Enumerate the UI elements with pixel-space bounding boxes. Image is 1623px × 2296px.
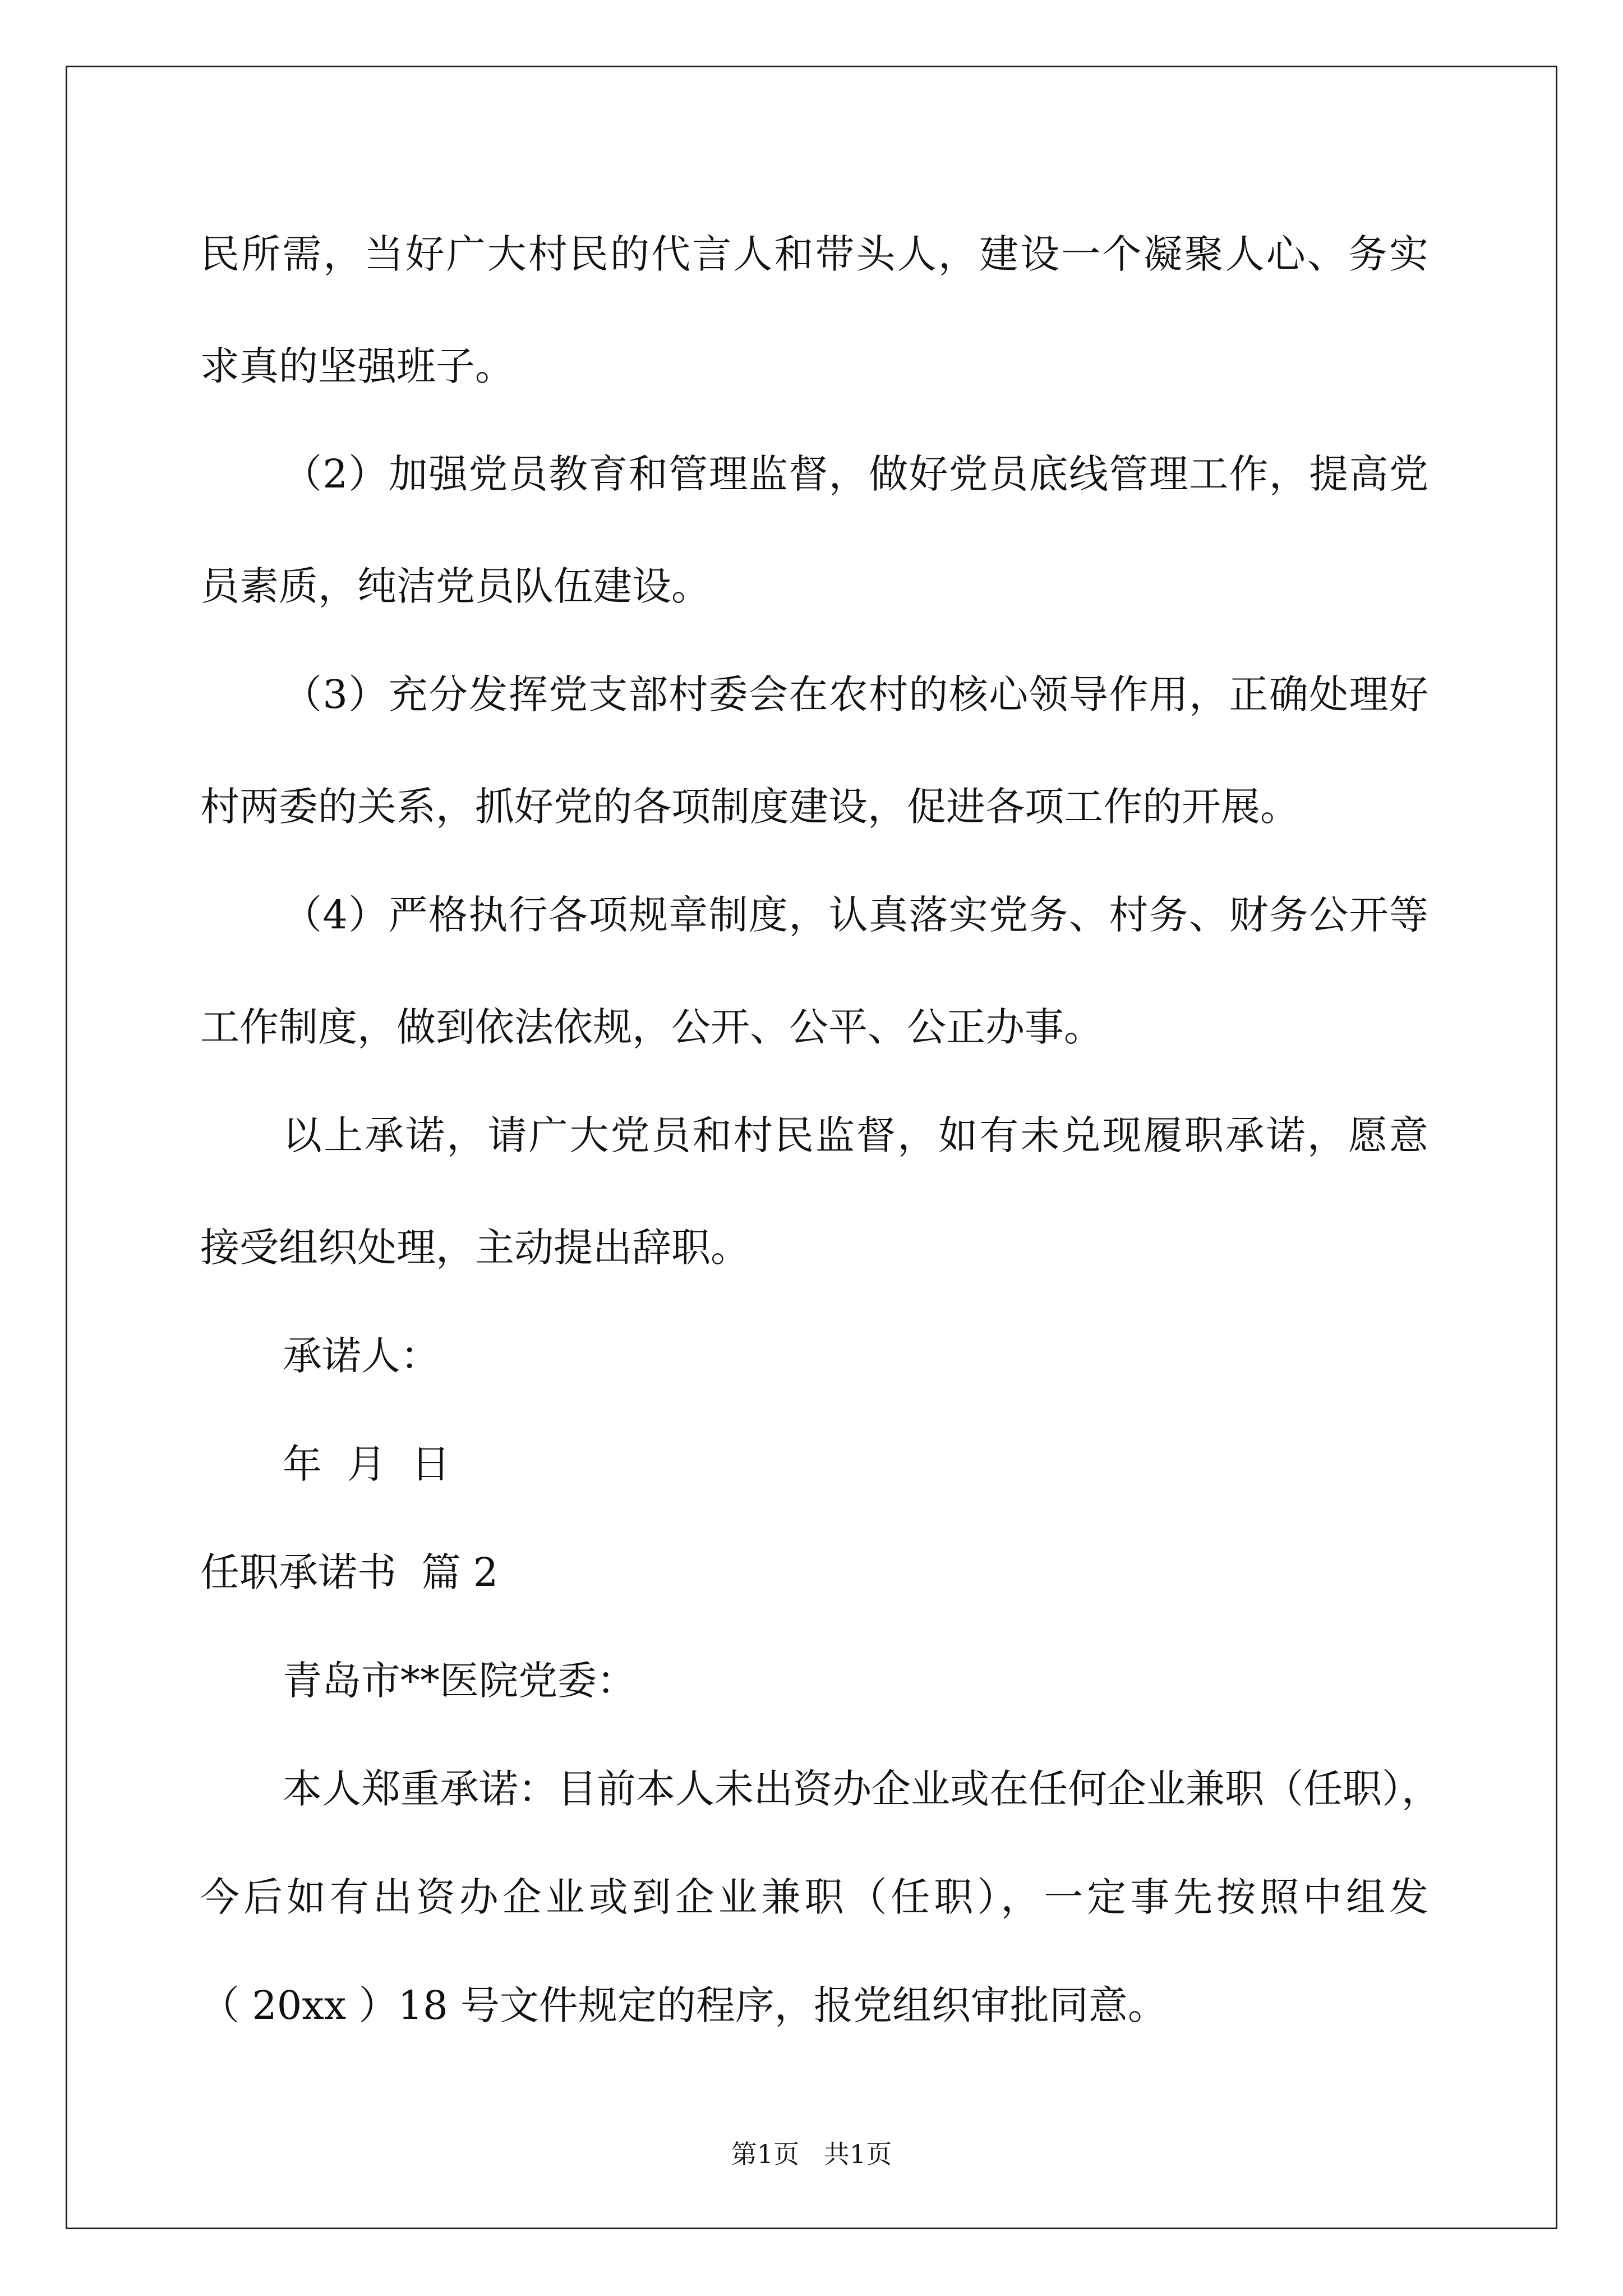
paragraph-line: 今后如有出资办企业或到企业兼职（任职），一定事先按照中组发: [200, 1874, 1428, 1920]
paragraph-line: 工作制度，做到依法依规，公开、公平、公正办事。: [200, 1004, 1103, 1050]
promisor-label: 承诺人：: [283, 1333, 440, 1379]
paragraph-line: （2）加强党员教育和管理监督，做好党员底线管理工作，提高党: [283, 451, 1428, 497]
paragraph-line: 以上承诺，请广大党员和村民监督，如有未兑现履职承诺，愿意: [283, 1112, 1428, 1158]
paragraph-line: 村两委的关系，抓好党的各项制度建设，促进各项工作的开展。: [200, 784, 1299, 830]
section-heading: 任职承诺书 篇 2: [200, 1549, 499, 1595]
paragraph-line: 接受组织处理，主动提出辞职。: [200, 1225, 750, 1271]
page-footer: 第1页 共1页: [731, 2139, 892, 2169]
date-line: 年 月 日: [283, 1441, 451, 1487]
paragraph-line: （4）严格执行各项规章制度，认真落实党务、村务、财务公开等: [283, 892, 1428, 938]
paragraph-line: 本人郑重承诺：目前本人未出资办企业或在任何企业兼职（任职），: [283, 1766, 1441, 1812]
paragraph-line: 求真的坚强班子。: [200, 343, 514, 389]
paragraph-line: （3）充分发挥党支部村委会在农村的核心领导作用，正确处理好: [283, 671, 1428, 717]
addressee: 青岛市**医院党委：: [283, 1658, 636, 1704]
paragraph-line: （ 20xx ）18 号文件规定的程序，报党组织审批同意。: [200, 1982, 1167, 2028]
paragraph-line: 员素质，纯洁党员队伍建设。: [200, 563, 711, 609]
paragraph-line: 民所需，当好广大村民的代言人和带头人，建设一个凝聚人心、务实: [200, 231, 1428, 277]
